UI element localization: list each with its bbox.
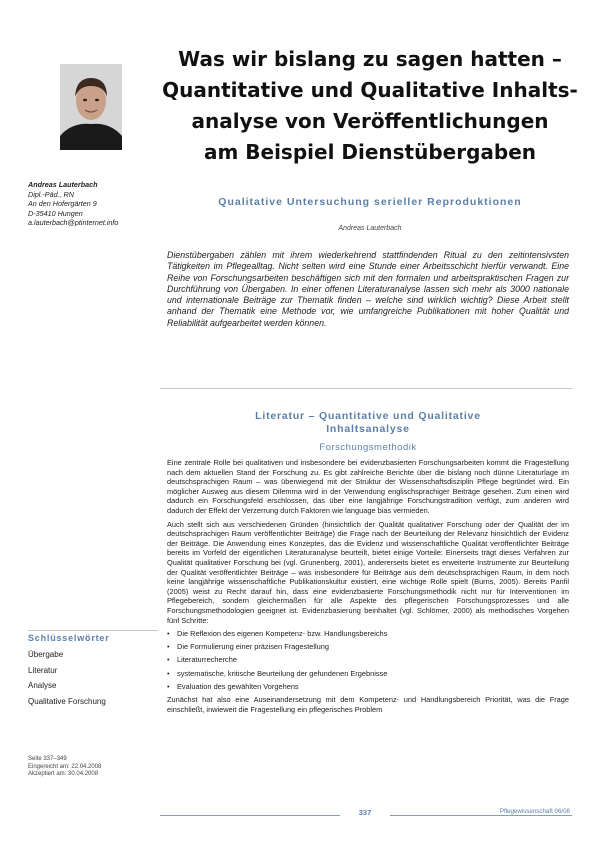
author-city: D-35410 Hungen xyxy=(28,208,83,218)
author-name: Andreas Lauterbach xyxy=(28,180,98,189)
bullet-icon: • xyxy=(167,668,170,678)
list-item-text: Die Formulierung einer präzisen Fragestellung xyxy=(177,642,329,652)
list-item xyxy=(167,655,569,665)
bullet-icon: • xyxy=(167,642,170,652)
article-byline: Andreas Lauterbach xyxy=(338,225,402,232)
section-heading-line: Inhaltsanalyse xyxy=(326,423,410,435)
list-item-text: Evaluation des gewählten Vorgehens xyxy=(177,681,299,691)
list-item-text: systematische, kritische Beurteilung der gefundenen Ergebnisse xyxy=(177,668,388,678)
keywords-box xyxy=(28,630,158,709)
bullet-icon: • xyxy=(167,629,170,639)
meta-pages: Seite 337–349 xyxy=(28,756,67,762)
article-subtitle: Qualitative Untersuchung serieller Reproduktionen xyxy=(218,196,522,208)
list-item-text: Die Reflexion des eigenen Kompetenz- bzw. Handlungsbereichs xyxy=(177,629,388,639)
author-contact xyxy=(28,180,158,228)
list-item xyxy=(167,682,569,692)
keywords-title: Schlüsselwörter xyxy=(28,633,110,643)
body-paragraph: Auch stellt sich aus verschiedenen Gründen (hinsichtlich der Qualität qualitativer Forschung oder der Qualität der im deutschsprachigen Raum veröffentlichter Beiträge) die Frage nach der Beurteilung der Relevanz hinsichtlich der Evidenz der Beiträge. Die Anwendung eines Konzeptes, das die Evidenz und wissenschaftliche Qualität veröffentlichter Beiträge bereits im Vorfeld der eigentlichen Literaturanalyse beurteilt, bietet einige Vorteile: Einerseits trägt dieses Verfahren zur Qualität qualitativer Forschung bei (vgl. Grunenberg, 2001), andererseits bietet es erweiterte Instrumente zur Beurteilung der Qualität veröffentlichter Beiträge – was insbesondere für Beiträge aus dem deutschsprachigen Raum, in dem noch keine langjährige wissenschaftliche Publikationskultur existiert, eine wichtige Rolle spielt (Burns, 2005). Bereits Panfil (2005) weist zu Recht darauf hin, dass eine evidenzbasierte Forschungsmethodik nicht nur für Interventionen im Pflegebereich, sondern gleichermaßen für alle Aspekte des pflegerischen Forschungsprozesses und alle Forschungsmethodologien geeignet ist. Evidenzbasierung beinhaltet (vgl. Schlömer, 2000) als methodisches Vorgehen fünf Schritte: xyxy=(167,519,569,625)
meta-accepted: Akzeptiert am: 30.04.2008 xyxy=(28,771,99,778)
keywords-divider xyxy=(28,630,158,631)
keyword: Analyse xyxy=(28,681,57,690)
keyword: Übergabe xyxy=(28,650,64,659)
title-line: am Beispiel Dienstübergaben xyxy=(203,140,537,164)
title-line: Was wir bislang zu sagen hatten – xyxy=(178,47,562,71)
body-paragraph: Zunächst hat also eine Auseinandersetzung mit dem Kompetenz- und Handlungsbereich Priorität, was die Frage einschließt, inwieweit die Fragestellung ein pflegerisches Problem xyxy=(167,695,569,715)
title-line: Quantitative und Qualitative Inhalts- xyxy=(162,78,578,102)
keyword: Literatur xyxy=(28,665,58,675)
list-item xyxy=(167,642,569,652)
page-number: 337 xyxy=(340,808,390,817)
section-subheading: Forschungsmethodik xyxy=(319,442,417,453)
article-title xyxy=(158,44,582,168)
list-item xyxy=(167,669,569,679)
bullet-icon: • xyxy=(167,655,170,665)
section-heading xyxy=(167,410,569,436)
author-street: An den Hofergärten 9 xyxy=(28,199,97,209)
list-item xyxy=(167,629,569,639)
steps-list xyxy=(167,629,569,691)
author-email[interactable]: a.lauterbach@ptinternet.info xyxy=(28,218,119,228)
article-body xyxy=(167,458,569,719)
bullet-icon: • xyxy=(167,681,170,691)
author-degree: Dipl.-Päd., RN xyxy=(28,189,74,199)
title-line: analyse von Veröffentlichungen xyxy=(191,109,549,133)
submission-meta xyxy=(28,756,158,779)
meta-submitted: Eingereicht am: 22.04.2008 xyxy=(28,763,102,770)
abstract: Dienstübergaben zählen mit ihrem wiederkehrend stattfindenden Ritual zu den zeitintensivsten Tätigkeiten im Pflegealltag. Nicht selten wird eine Stunde einer Arbeitsschicht hierfür verwandt. Eine Reihe von Forschungsarbeiten beschäftigen sich mit den formalen und arbeitspraktischen Fragen zur Durchführung von Übergaben. In einer offenen Literaturanalyse lassen sich mehr als 3000 nationale und internationale Beiträge zur Thematik finden – welche sind wirklich wichtig? Diese Arbeit stellt anhand der Thematik eine Methode vor, wie umfangreiche Publikationen mit hoher Qualität und Reliabilität aufgearbeitet werden können. xyxy=(167,250,569,328)
section-divider xyxy=(160,388,572,389)
author-photo xyxy=(60,64,122,150)
body-paragraph: Eine zentrale Rolle bei qualitativen und insbesondere bei evidenzbasierten Forschungsarbeiten kommt die Fragestellung nach dem aktuellen Stand der Forschung zu. Es gibt zahlreiche Berichte über die bislang noch dünne Literaturlage im deutschsprachigen Raum – was überwiegend mit der Struktur der Wissenschaftsdisziplin Pflege begründet wird. Ein möglicher Ausweg aus diesem Dilemma wird in der Verwendung englischsprachiger Beiträge gesehen. Zum einen wird dadurch ein Forschungsfeld erschlossen, das über eine langjährige Forschungstradition verfügt, zum anderen wird dadurch der Effekt der Verzerrung durch Faktoren wie language bias vermieden. xyxy=(167,458,569,515)
journal-name: Pflegewissenschaft 06/08 xyxy=(470,808,570,815)
list-item-text: Literaturrecherche xyxy=(177,655,237,665)
keyword: Qualitative Forschung xyxy=(28,696,106,706)
section-heading-line: Literatur – Quantitative und Qualitative xyxy=(255,410,481,422)
